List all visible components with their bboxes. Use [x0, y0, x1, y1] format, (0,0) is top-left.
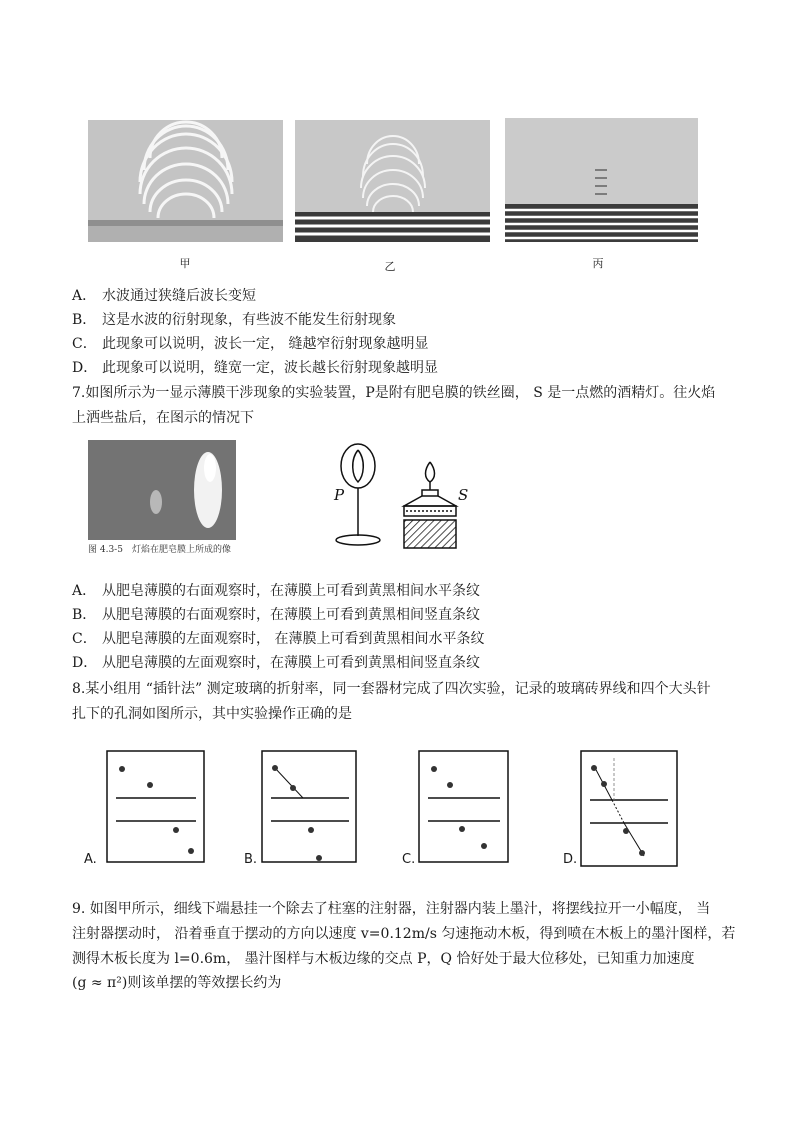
q7-stem-line1: 7.如图所示为一显示薄膜干涉现象的实验装置，P是附有肥皂膜的铁丝圈， S 是一点燃的酒精灯。往火焰: [72, 385, 716, 401]
label-p: P: [334, 486, 345, 504]
q8-label-a: A.: [84, 852, 97, 867]
q6-option-c: [72, 334, 428, 354]
option-label: B．: [72, 607, 97, 623]
option-label: D．: [72, 360, 98, 376]
option-text: 此现象可以说明，波长一定， 缝越窄衍射现象越明显: [102, 336, 429, 352]
wave-photo-yi-drawing: [295, 120, 490, 242]
q7-option-d: [72, 653, 480, 673]
option-text: 这是水波的衍射现象，有些波不能发生衍射现象: [102, 312, 396, 328]
option-text: 水波通过狭缝后波长变短: [102, 288, 256, 304]
q9-line4: (g ≈ π²)则该单摆的等效摆长约为: [72, 975, 282, 991]
q7-stem-line2: 上洒些盐后，在图示的情况下: [72, 410, 254, 426]
q8-figure-d: [580, 750, 679, 868]
option-label: C．: [72, 336, 97, 352]
q8-stem-line2: 扎下的孔洞如图所示，其中实验操作正确的是: [72, 706, 352, 722]
option-label: B．: [72, 312, 97, 328]
option-text: 从肥皂薄膜的左面观察时，在薄膜上可看到黄黑相间竖直条纹: [102, 655, 480, 671]
soap-film-photo-caption: 图 4.3-5 灯焰在肥皂膜上所成的像: [88, 545, 231, 555]
caption-jia: 甲: [179, 257, 191, 270]
wave-photo-bing: [505, 118, 698, 242]
q6-option-b: [72, 310, 396, 330]
option-label: C．: [72, 631, 97, 647]
thin-film-apparatus-diagram: [330, 440, 470, 552]
q8-label-b: B.: [244, 852, 258, 867]
q9-line2: 注射器摆动时， 沿着垂直于摆动的方向以速度 v=0.12m/s 匀速拖动木板，得到喷在木板上的墨汁图样，若: [72, 926, 736, 942]
option-text: 此现象可以说明，缝宽一定，波长越长衍射现象越明显: [102, 360, 438, 376]
option-label: A．: [72, 288, 97, 304]
q7-option-c: [72, 629, 484, 649]
q8-figure-a: [106, 750, 206, 864]
q7-option-a: [72, 581, 480, 601]
q9-line3: 测得木板长度为 l=0.6m， 墨汁图样与木板边缘的交点 P，Q 恰好处于最大位移处，已知重力加速度: [72, 951, 695, 967]
q8-stem-line1: 8.某小组用 “插针法” 测定玻璃的折射率，同一套器材完成了四次实验，记录的玻璃砖界线和四个大头针: [72, 681, 711, 697]
q8-figure-b: [261, 750, 358, 864]
wave-photo-yi: [295, 120, 490, 242]
soap-film-photo: [88, 440, 236, 540]
q6-option-d: [72, 358, 438, 378]
option-label: D．: [72, 655, 98, 671]
caption-yi: 乙: [384, 260, 396, 273]
option-text: 从肥皂薄膜的左面观察时， 在薄膜上可看到黄黑相间水平条纹: [102, 631, 485, 647]
q8-label-c: C.: [402, 852, 416, 867]
option-label: A．: [72, 583, 97, 599]
caption-bing: 丙: [592, 257, 604, 270]
q8-figure-c: [418, 750, 510, 864]
option-text: 从肥皂薄膜的右面观察时，在薄膜上可看到黄黑相间竖直条纹: [102, 607, 480, 623]
soap-film-photo-drawing: [88, 440, 236, 540]
wave-photo-jia-drawing: [88, 120, 283, 242]
q9-line1: 9. 如图甲所示，细线下端悬挂一个除去了柱塞的注射器，注射器内装上墨汁，将摆线拉开一小幅度， 当: [72, 901, 711, 917]
wave-photo-jia: [88, 120, 283, 242]
q8-label-d: D.: [563, 852, 578, 867]
option-text: 从肥皂薄膜的右面观察时，在薄膜上可看到黄黑相间水平条纹: [102, 583, 480, 599]
q6-option-a: [72, 286, 256, 306]
q7-option-b: [72, 605, 480, 625]
wave-photo-bing-drawing: [505, 118, 698, 242]
label-s: S: [458, 486, 469, 504]
